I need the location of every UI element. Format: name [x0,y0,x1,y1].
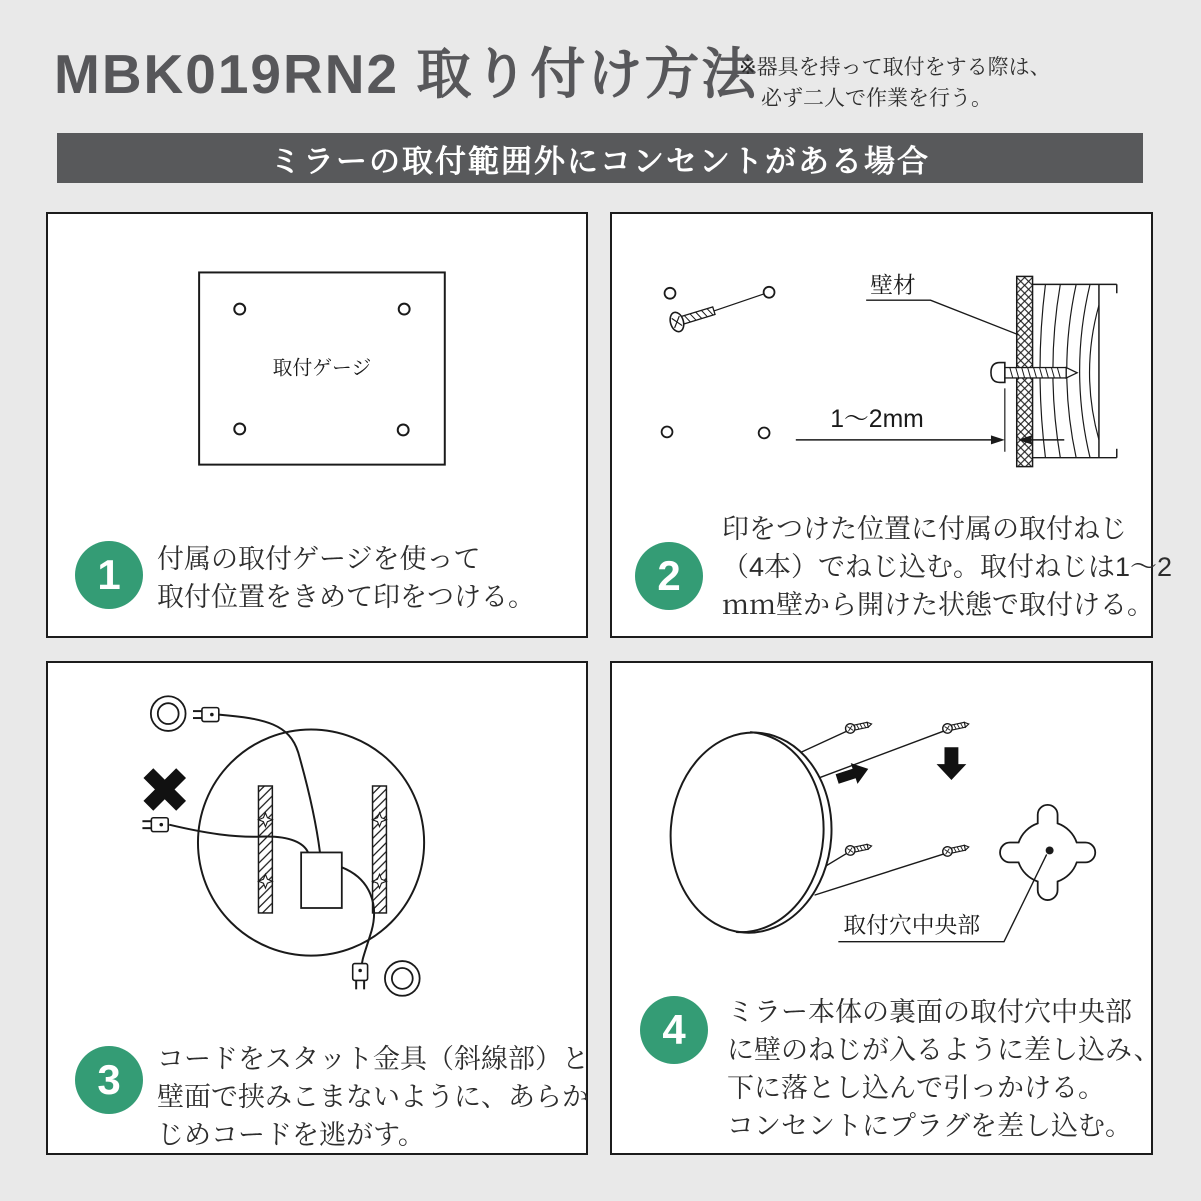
caution-note-line1: ※器具を持って取付をする際は、 [739,56,1051,79]
power-plug-icon-top [193,708,219,722]
step-description: コードをスタット金具（斜線部）と 壁面で挟みこまないように、あらか じめコードを逃がす。 [157,1044,589,1150]
gauge-label: 取付ゲージ [272,357,372,380]
panel-step-3 [46,661,588,1155]
ng-cross-icon [148,773,181,806]
mirror-back-circle [198,729,424,955]
panel-step-1 [46,212,588,638]
ok-mark [151,696,186,731]
caution-note [739,52,1051,114]
screw-icon [942,842,970,857]
caution-note-line2: 必ず二人で作業を行う。 [761,87,992,110]
step-description: 付属の取付ゲージを使って 取付位置をきめて印をつける。 [157,544,535,612]
power-plug-icon-left [142,818,168,832]
keyhole-shape [1000,805,1095,900]
screw-icon [942,719,970,734]
step-number-badge: 1 [75,541,143,609]
wall-label-leader [866,300,1019,335]
step-number-badge: 4 [640,996,708,1064]
mirror-body [664,727,838,938]
page-title: MBK019RN2 取り付け方法 [54,43,759,105]
section-banner: ミラーの取付範囲外にコンセントがある場合 [57,133,1143,183]
step-description: ミラー本体の裏面の取付穴中央部 に壁のねじが入るように差し込み、 下に落とし込んで引っかける。 コンセントにプラグを差し込む。 [727,997,1161,1141]
power-plug-icon-bottom [353,964,368,990]
panel-step-2 [610,212,1173,638]
hole-center-label: 取付穴中央部 [843,911,981,938]
step-description: 印をつけた位置に付属の取付ねじ （4本）でねじ込む。取付ねじは1〜2 ｍｍ壁から開けた状態で取付ける。 [722,514,1173,620]
step-number-badge: 2 [635,542,703,610]
wall-material-label: 壁材 [870,272,916,299]
panel-step-4 [610,661,1161,1155]
screw-icon [845,719,873,734]
screw-in-wall-icon [991,363,1077,383]
mounting-screw-icon [668,294,763,333]
ok-mark-bottom [385,961,420,996]
push-right-arrow-icon [834,759,872,790]
screw-icon [845,841,873,856]
step-number-badge: 3 [75,1046,143,1114]
junction-box [301,852,342,908]
drop-down-arrow-icon [937,747,967,780]
gap-dimension-label: 1〜2mm [830,405,924,433]
wall-screws [845,719,970,857]
